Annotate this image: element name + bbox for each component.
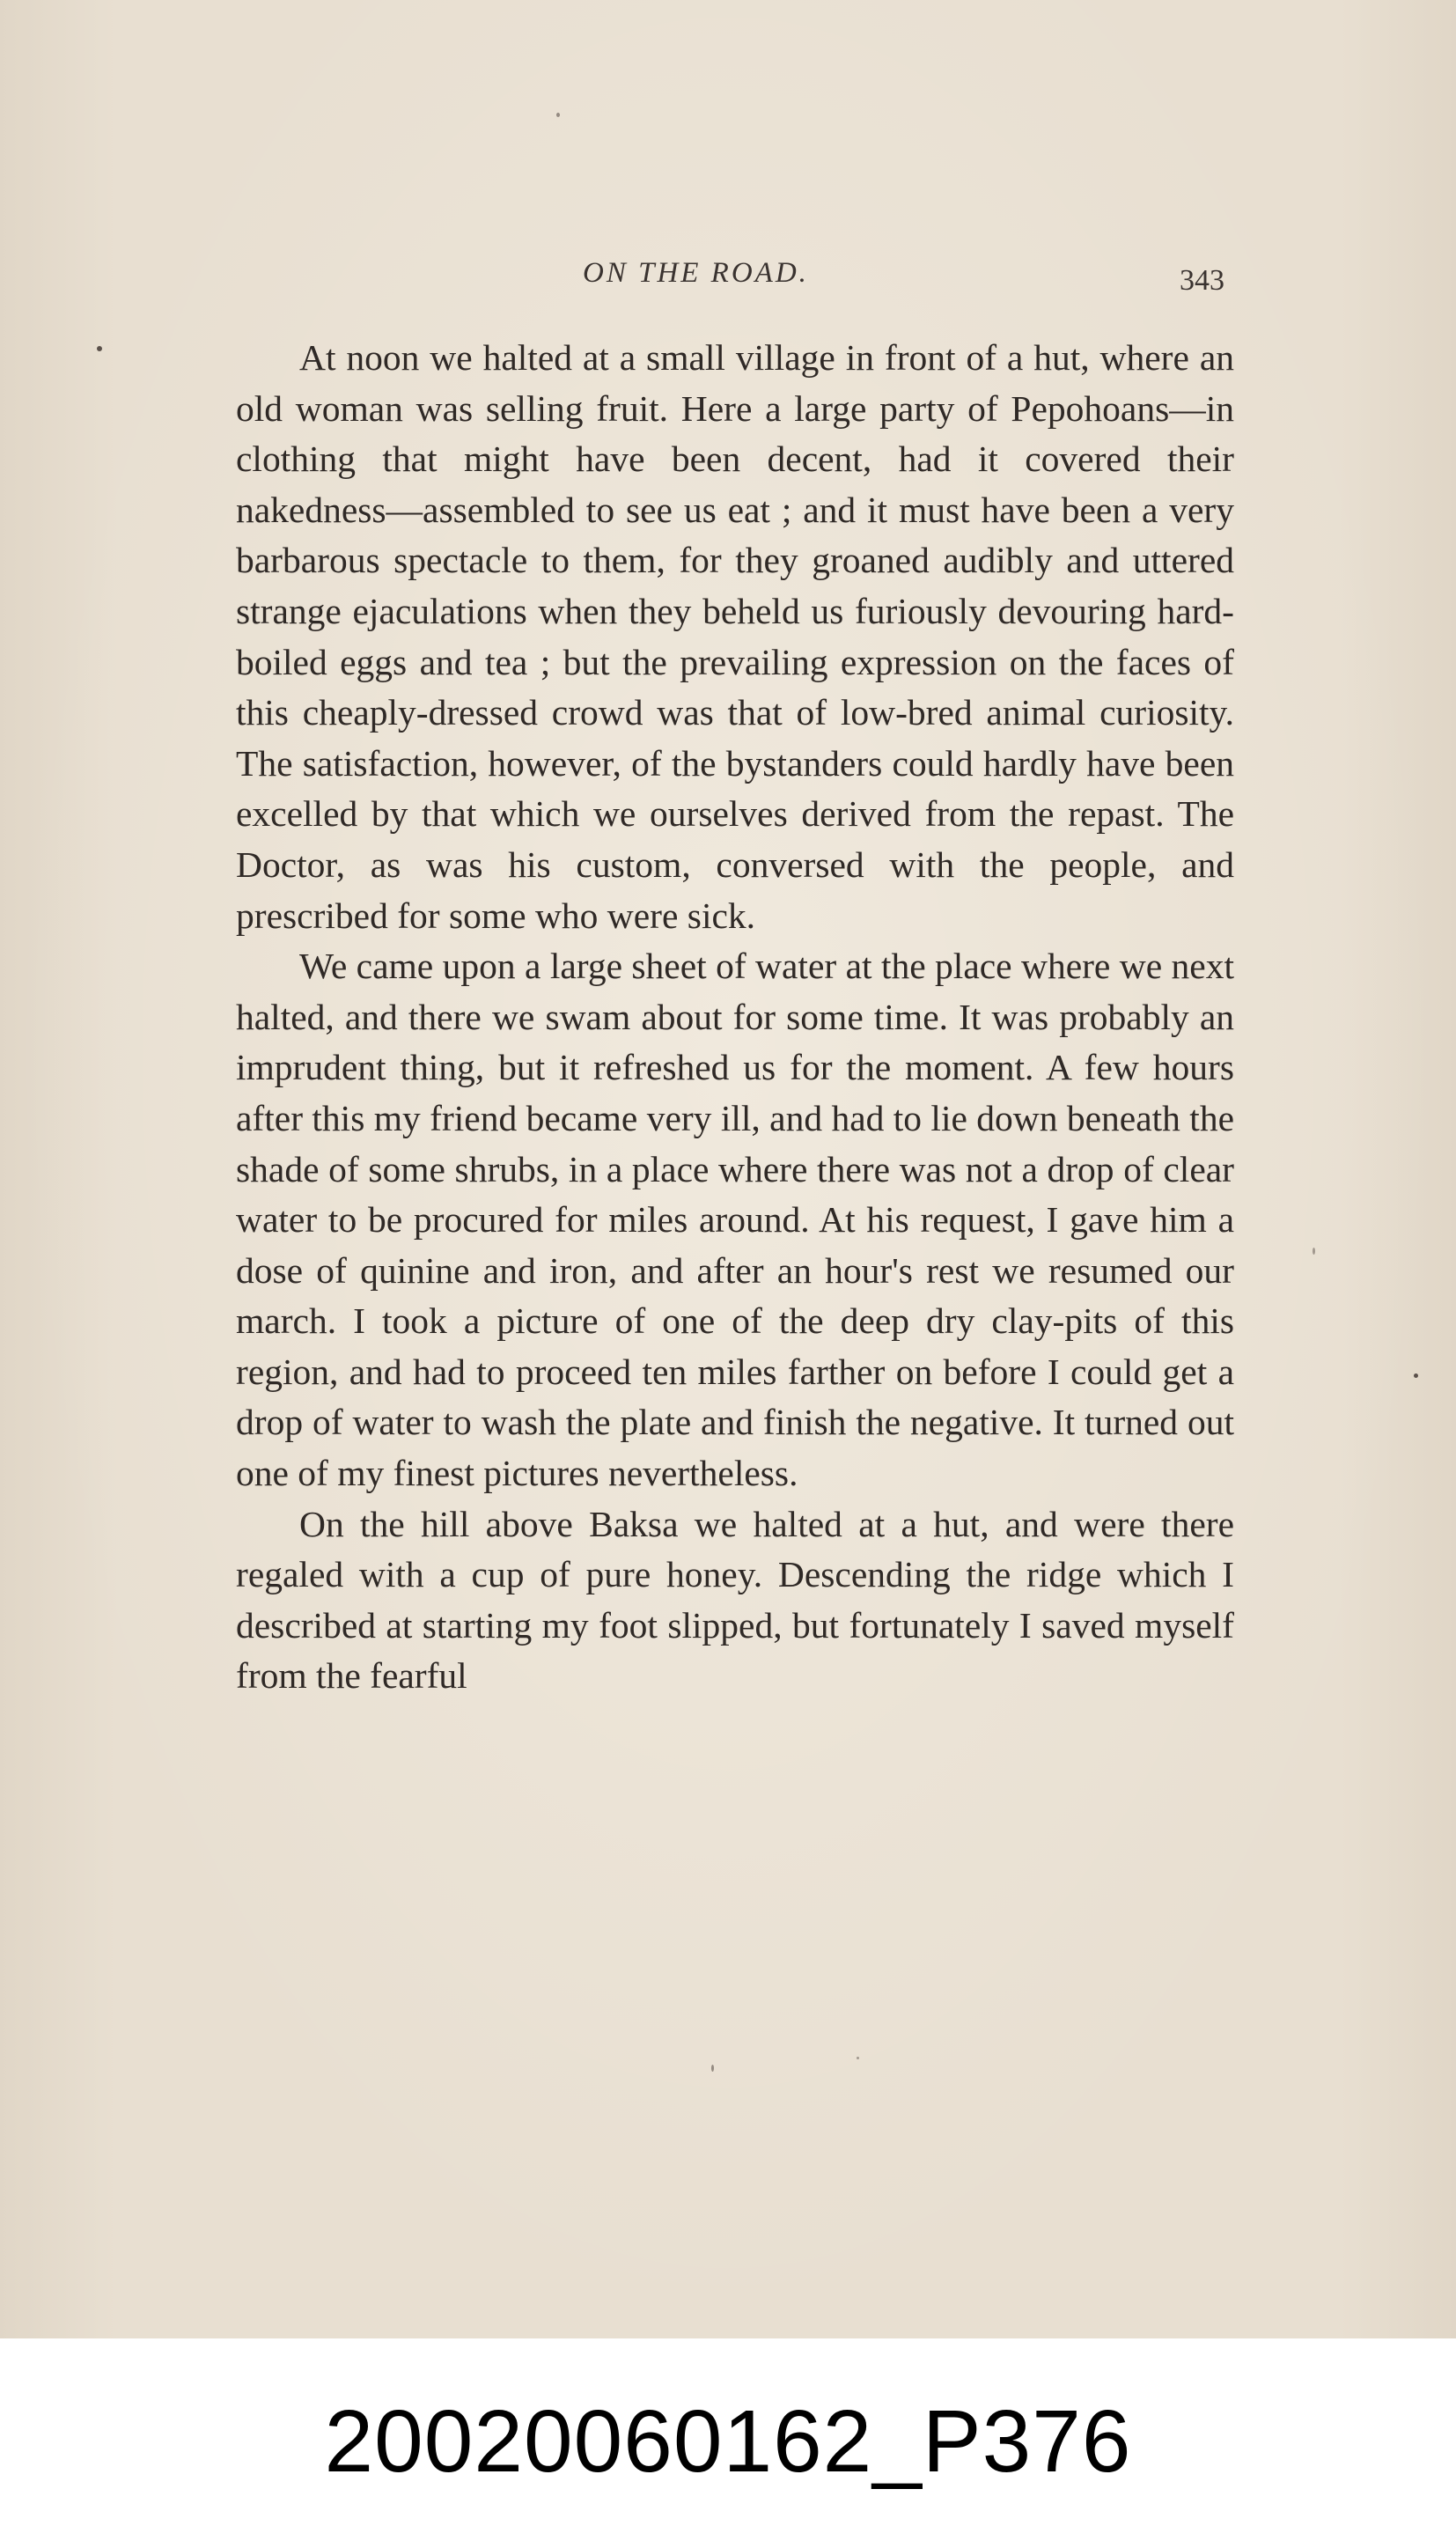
paper-speck xyxy=(1414,1373,1418,1378)
archive-footer xyxy=(0,2338,1456,2548)
body-text xyxy=(236,333,1234,1702)
page-number: 343 xyxy=(1180,264,1224,297)
paragraph: We came upon a large sheet of water at the place where we next halted, and there we swam about for some time. It was probably an imprudent thing, but it refreshed us for the moment. A few hours after this my friend became very ill, and had to lie down beneath the shade of some shrubs, in a place where there was not a drop of clear water to be procured for miles around. At his request, I gave him a dose of quinine and iron, and after an hour's rest we resumed our march. I took a picture of one of the deep dry clay-pits of this region, and had to proceed ten miles farther on before I could get a drop of water to wash the plate and finish the negative. It turned out one of my finest pictures nevertheless. xyxy=(236,946,1234,1494)
running-head-title: ON THE ROAD. xyxy=(583,257,809,289)
paper-speck xyxy=(857,2057,859,2059)
paragraph: On the hill above Baksa we halted at a hut, and were there regaled with a cup of pure honey. Descending the ridge which I described at starting my foot slipped, but fortunately I saved myself from the fearful xyxy=(236,1503,1234,1697)
paper-speck xyxy=(97,346,102,351)
paper-speck xyxy=(556,113,560,117)
accession-number: 20020060162_P376 xyxy=(324,2392,1132,2491)
paragraph: At noon we halted at a small village in front of a hut, where an old woman was selling fruit. Here a large party of Pepohoans—in clothing that might have been decent, had it covered their nakedness—assembled to see us eat ; and it must have been a very barbarous spectacle to them, for they groaned audibly and uttered strange ejaculations when they beheld us furiously devouring hard-boiled eggs and tea ; but the prevailing expression on the faces of this cheaply-dressed crowd was that of low-bred animal curiosity. The satisfaction, however, of the bystanders could hardly have been excelled by that which we ourselves derived from the repast. The Doctor, as was his custom, conversed with the people, and prescribed for some who were sick. xyxy=(236,337,1234,936)
running-head xyxy=(0,257,1456,301)
paper-speck xyxy=(1313,1248,1315,1255)
paper-speck xyxy=(711,2065,714,2072)
